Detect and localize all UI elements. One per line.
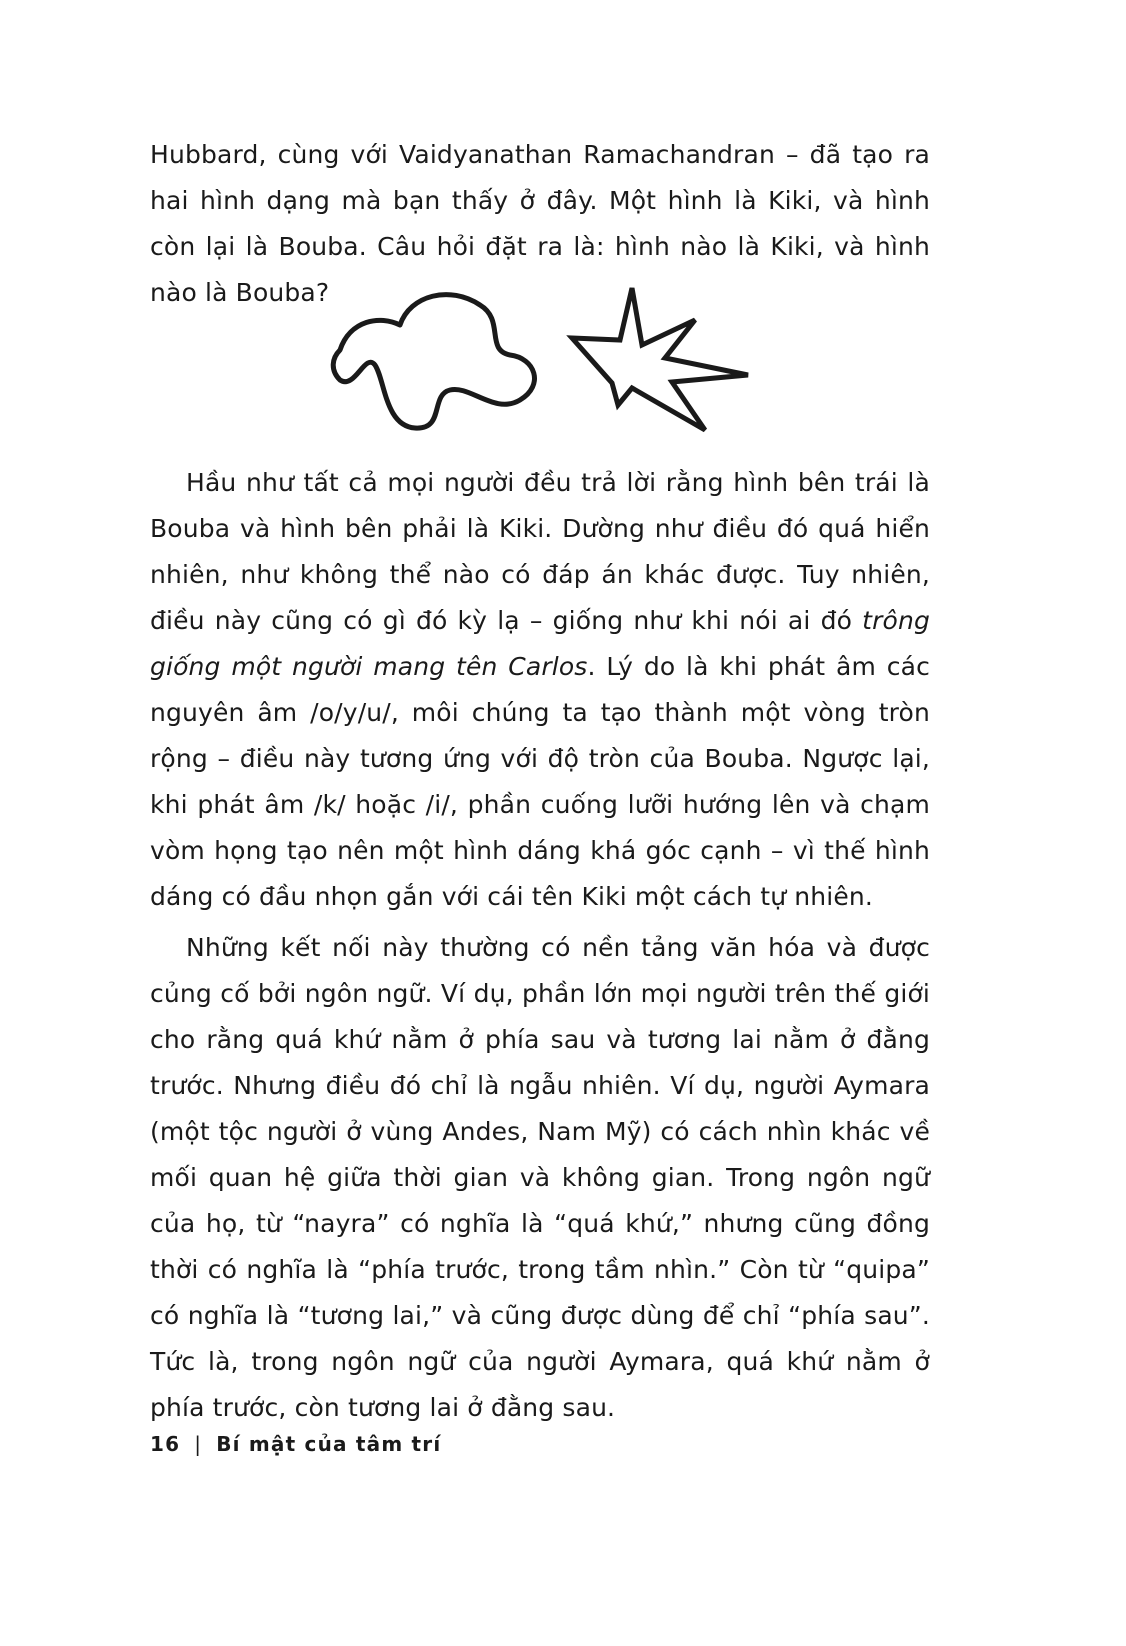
book-title: Bí mật của tâm trí (216, 1432, 442, 1456)
page-number: 16 (150, 1432, 181, 1456)
footer-separator: | (194, 1432, 203, 1456)
intro-text: Hubbard, cùng với Vaidyanathan Ramachandran – đã tạo ra hai hình dạng mà bạn thấy ở đây. Một hình là Kiki, và hình còn lại là Bouba. Câu hỏi đặt ra là: hình nào là Kiki, và hình nào là Bouba? (150, 140, 930, 307)
paragraph-2-text: Những kết nối này thường có nền tảng văn hóa và được củng cố bởi ngôn ngữ. Ví dụ, phần lớn mọi người trên thế giới cho rằng quá khứ nằm ở phía sau và tương lai nằm ở đằng trước. Nhưng điều đó chỉ là ngẫu nhiên. Ví dụ, người Aymara (một tộc người ở vùng Andes, Nam Mỹ) có cách nhìn khác về mối quan hệ giữa thời gian và không gian. Trong ngôn ngữ của họ, từ “nayra” có nghĩa là “quá khứ,” nhưng cũng đồng thời có nghĩa là “phía trước, trong tầm nhìn.” Còn từ “quipa” có nghĩa là “tương lai,” và cũng được dùng để chỉ “phía sau”. Tức là, trong ngôn ngữ của người Aymara, quá khứ nằm ở phía trước, còn tương lai ở đằng sau. (150, 933, 930, 1422)
paragraph-aymara (150, 925, 930, 1431)
paragraph-bouba-kiki (150, 460, 930, 920)
page-footer (150, 1432, 441, 1456)
bouba-blob-shape (333, 295, 534, 428)
paragraph-1-text (150, 460, 930, 920)
paragraph-1-italic: trông giống một người mang tên Carlos (150, 606, 930, 681)
paragraph-1-text-a: Hầu như tất cả mọi người đều trả lời rằng hình bên trái là Bouba và hình bên phải là Kiki. Dường như điều đó quá hiển nhiên, như không thể nào có đáp án khác được. Tuy nhiên, điều này cũng có gì đó kỳ lạ – giống như khi nói ai đó (150, 468, 930, 635)
paragraph-1-text-b: . Lý do là khi phát âm các nguyên âm /o/y/u/, môi chúng ta tạo thành một vòng tròn rộng – điều này tương ứng với độ tròn của Bouba. Ngược lại, khi phát âm /k/ hoặc /i/, phần cuống lưỡi hướng lên và chạm vòm họng tạo nên một hình dáng khá góc cạnh – vì thế hình dáng có đầu nhọn gắn với cái tên Kiki một cách tự nhiên. (150, 652, 930, 911)
kiki-star-shape (572, 288, 748, 430)
bouba-kiki-figure (320, 280, 760, 440)
